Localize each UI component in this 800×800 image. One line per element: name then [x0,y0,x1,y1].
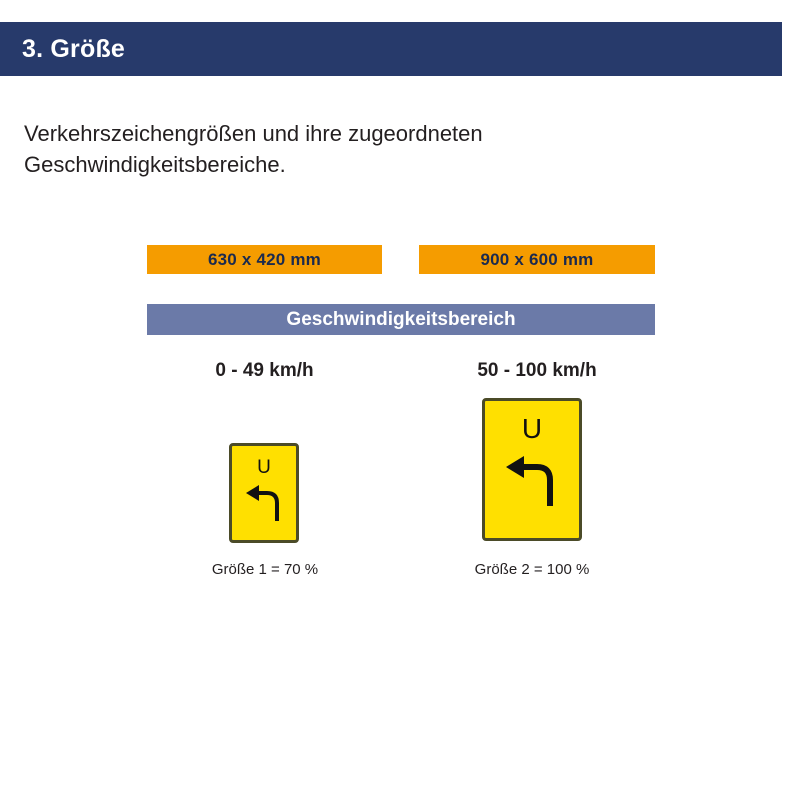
sign-caption-left: Größe 1 = 70 % [211,561,319,578]
traffic-sign-size-2 [482,398,582,541]
speed-range-left: 0 - 49 km/h [215,360,314,381]
sign-letter-u-small: U [257,457,271,478]
speed-range-band-label: Geschwindigkeitsbereich [147,304,655,335]
size-label-right: 900 x 600 mm [419,245,655,274]
left-turn-arrow-icon-small [244,481,284,523]
section-header-bar [0,22,782,76]
size-label-left: 630 x 420 mm [147,245,382,274]
speed-range-right: 50 - 100 km/h [477,360,597,381]
traffic-sign-size-1 [229,443,299,543]
traffic-sign-inner-small [236,450,292,536]
sign-caption-right: Größe 2 = 100 % [474,561,590,578]
sign-letter-u-large: U [521,413,543,444]
page-title: 3. Größe [22,34,126,63]
intro-paragraph: Verkehrszeichengrößen und ihre zugeordneten Geschwindigkeitsbereiche. [24,121,483,177]
traffic-sign-inner-large [489,405,575,534]
left-turn-arrow-icon-large [503,449,561,509]
